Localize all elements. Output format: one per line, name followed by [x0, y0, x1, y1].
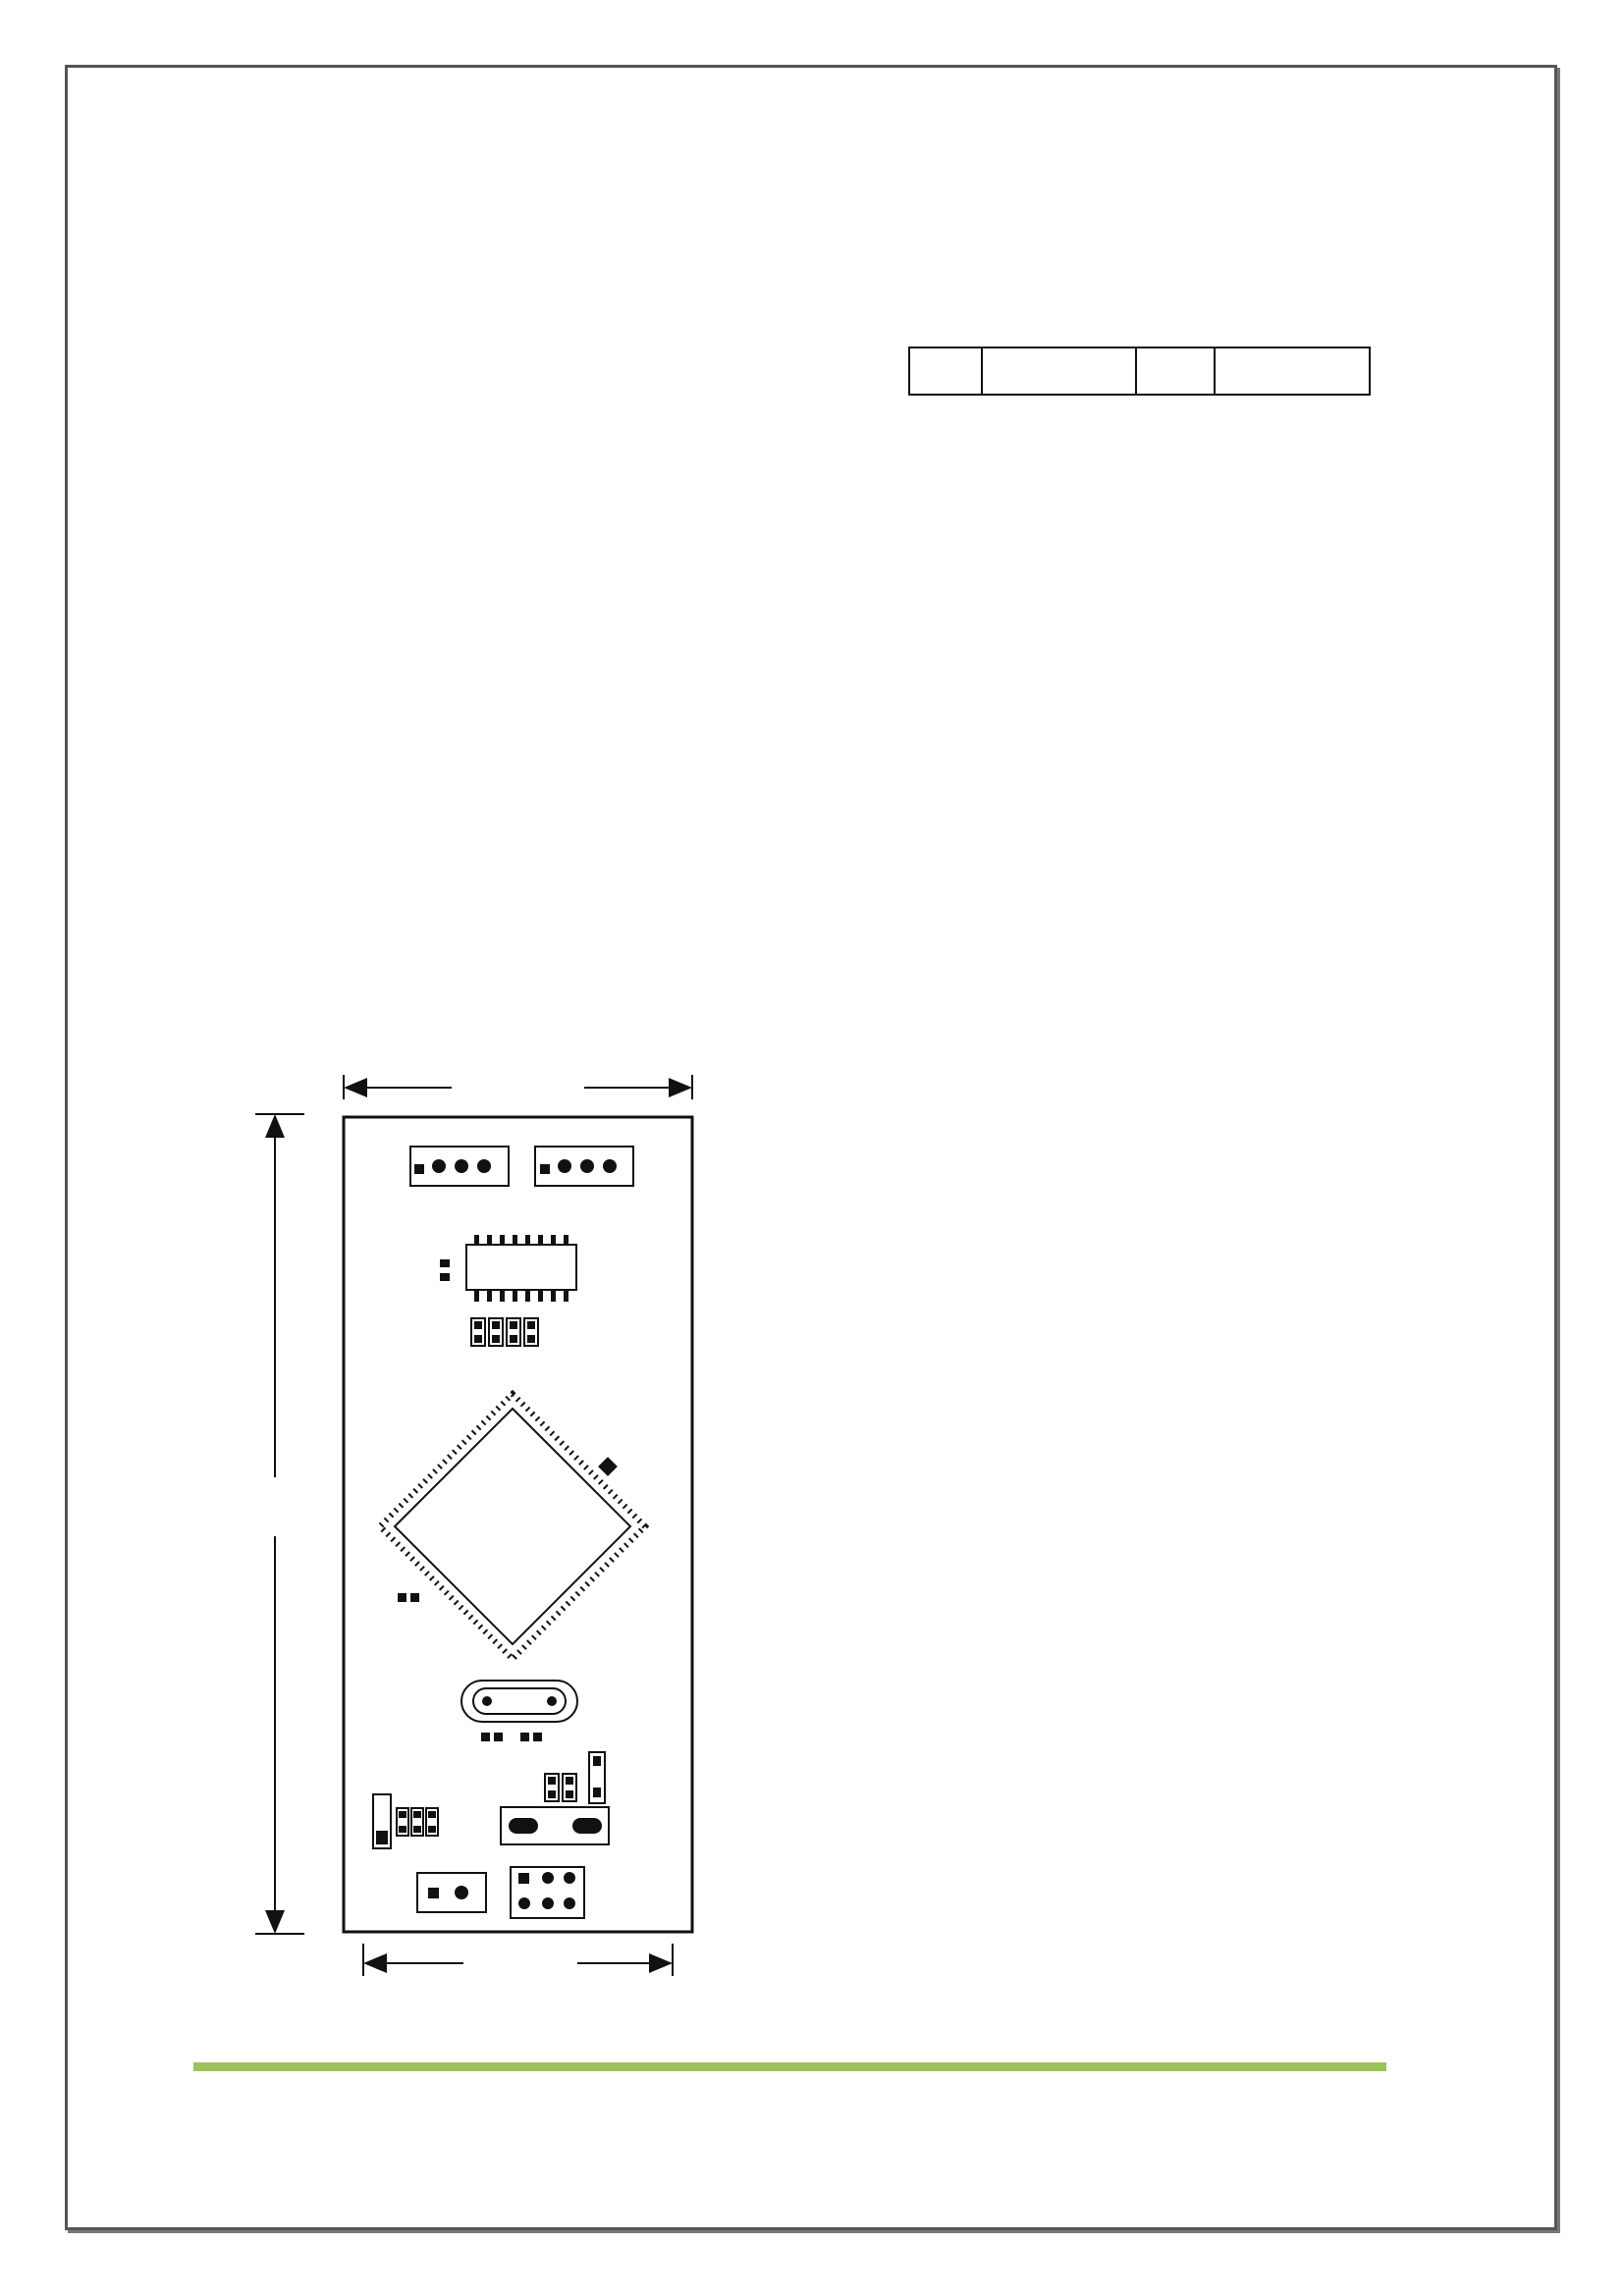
pinmap-header-name: [1215, 347, 1370, 395]
pinmap-header-name: [982, 347, 1136, 395]
pinmap-table: [908, 347, 1371, 396]
pinmap-header-no: [1136, 347, 1215, 395]
footer-rule: [193, 2062, 1386, 2071]
pinmap-header-no: [909, 347, 982, 395]
dimension-drawing: [196, 1055, 746, 1998]
pinmap-header-row: [909, 347, 1370, 395]
